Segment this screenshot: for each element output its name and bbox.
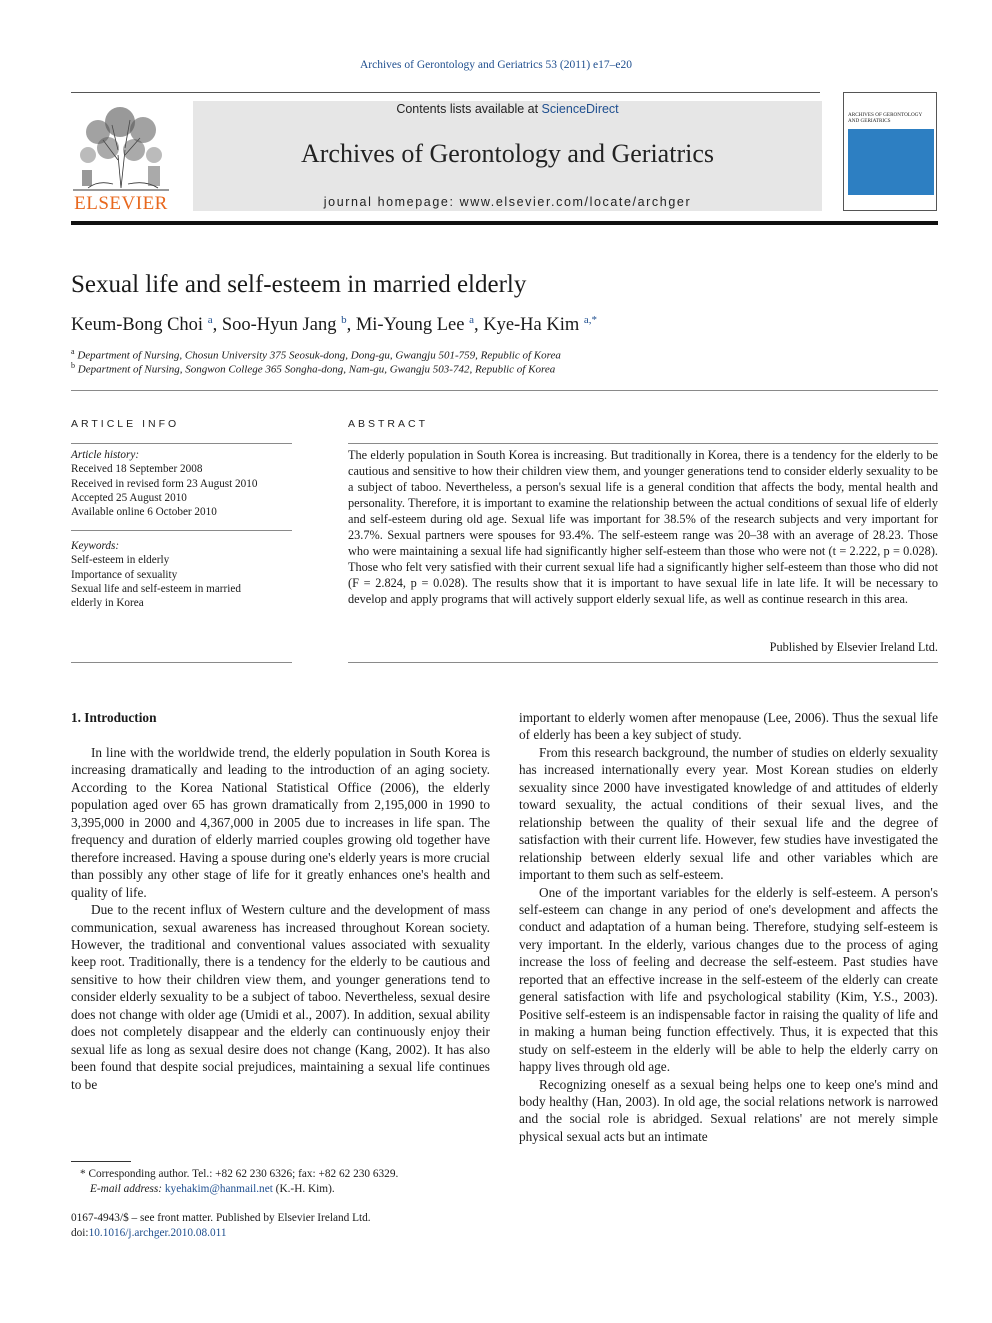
header-rule — [71, 92, 820, 93]
body-paragraph: In line with the worldwide trend, the elderly population in South Korea is increasing dramatically and leading to the introduction of an aging society. According to the Korea National Statistical Office (2006), the elderly population aged over 65 has grown dramatically from 2,195,000 in 1990 to 3,395,000 in 2000 and 4,367,000 in 2005 due to increases in life span. The frequency and duration of elderly married couples growing old together have therefore increased. Having a spouse during one's elderly years is more crucial than possibly any other stage of life for it greatly enhances one's health and quality of life. — [71, 745, 490, 900]
abstract-heading: ABSTRACT — [348, 418, 429, 430]
affiliation-sup: a — [71, 347, 75, 356]
history-item: Available online 6 October 2010 — [71, 506, 217, 519]
history-item: Received in revised form 23 August 2010 — [71, 477, 258, 490]
body-paragraph: From this research background, the number of studies on elderly sexuality has increased internationally every year. Most Korean studies on elderly sexuality since 2000 have investigated knowledge of and attitudes of elderly toward sexuality, the actual conditions of their sexual lives, and the relationship between the quality of their sexual life and the degree of satisfaction with their current life. However, few studies have investigated the relationship between elderly sexual life and other variables which are important to them such as self-esteem. — [519, 744, 938, 883]
author-list: Keum-Bong Choi $^a$, Soo-Hyun Jang $^b$, Mi-Young Lee $^a$, Kye-Ha Kim $^{a,*}$ — [71, 314, 598, 336]
history-heading: Article history: — [71, 449, 140, 461]
abstract-bottom-rule — [348, 662, 938, 663]
footnote-rule — [71, 1161, 131, 1162]
email-label: E-mail address: — [90, 1183, 163, 1195]
author-sup[interactable]: a — [469, 314, 474, 326]
body-paragraph: Recognizing oneself as a sexual being helps one to keep one's mind and body healthy (Han, 2003). In old age, the social relations network is narrowed and the social role is abridged. Sexual relations' are not merely simple physical sexual acts but an intimate — [519, 1076, 938, 1144]
email-line — [90, 1182, 335, 1197]
keywords — [71, 539, 292, 610]
article-title: Sexual life and self-esteem in married elderly — [71, 271, 527, 298]
body-paragraph: Due to the recent influx of Western culture and the development of mass communication, sexual awareness has increased throughout Korean society. However, the traditional and conventional values associated with sexuality keep root. Traditionally, there is a tendency for the elderly to be cautious and sensitive to how their children view them, and younger generations tend to consider elderly sexuality to be a subject of taboo. Nevertheless, sexual desire does not change with older age (Umidi et al., 2007). In addition, sexual ability does not completely disappear and the elderly can continuously enjoy their sexual life as long as sexual desire does not change (Kang, 2002). It has also been found that despite social prejudices, maintaining a sexual life continues to be — [71, 902, 490, 1092]
affiliation — [71, 347, 561, 362]
doi-label: doi: — [71, 1227, 89, 1239]
history-item: Received 18 September 2008 — [71, 463, 203, 476]
published-by: Published by Elsevier Ireland Ltd. — [769, 640, 938, 654]
body-paragraph: One of the important variables for the elderly is self-esteem. A person's self-esteem can change in any period of one's development and affects the conduct and adaptation of a human being. Therefore, studying self-esteem is very important. In the elderly, various changes due to the process of aging increase the loss of feeling and decrease the self-esteem. Past studies have reported that an effective increase in the self-esteem of the elderly can create general satisfaction with life and psychological stability (Kim, Y.S., 2003). Positive self-esteem is an indispensable factor in raising the quality of life and in making a human being function effectively. Thus, it is expected that this study on self-esteem in the elderly will be able to help the elderly carry on happy lives through old age. — [519, 884, 938, 1075]
article-info-rule — [71, 443, 292, 444]
keyword-item: Importance of sexuality — [71, 568, 178, 581]
corresponding-author: * Corresponding author. Tel.: +82 62 230 6326; fax: +82 62 230 6329. — [80, 1168, 399, 1180]
author-sup[interactable]: a,* — [583, 314, 598, 326]
keywords-rule — [71, 530, 292, 531]
journal-cover-icon — [843, 92, 937, 211]
author-name: Keum-Bong Choi — [71, 315, 204, 336]
journal-title: Archives of Gerontology and Geriatrics — [301, 139, 714, 168]
keyword-item: Self-esteem in elderly — [71, 554, 170, 567]
affiliation-text: Department of Nursing, Chosun University 375 Seosuk-dong, Dong-gu, Gwangju 501-759, Republic of Korea — [77, 349, 561, 362]
cover-image — [848, 129, 934, 195]
author-name: Mi-Young Lee — [355, 315, 465, 336]
affiliation — [71, 361, 555, 376]
author-sup[interactable]: b — [341, 314, 347, 326]
author-name: Kye-Ha Kim — [483, 315, 580, 336]
abstract-text: The elderly population in South Korea is increasing. But traditionally in Korea, there is a tendency for the elderly to be cautious and sensitive to how their children view them, and younger generations tend to consider elderly sexuality to be a subject of taboo. Nevertheless, a person's sexual life is a general condition that affects the body, mental health and personality. Therefore, it is important to examine the relationship between the actual conditions of sexual life of elderly and self-esteem during old age. Sexual life was important for 38.5% of the research subjects and very important for 23.7%. Sexual partners were spouses for 93.4%. The self-esteem range was 20–38 with an average of 28.23. Those who were maintaining a sexual life had significantly higher self-esteem than those who were not (t = 2.222, p = 0.028). Those who felt very satisfied with their current sexual life had a significantly higher self-esteem than those who did not (F = 2.824, p = 0.028). The results show that it is important to have sexual life in late life. It will be necessary to develop and apply programs that will actively support elderly sexual life, as well as continue research in this area. — [348, 448, 938, 606]
email-link[interactable]: kyehakim@hanmail.net — [164, 1183, 273, 1195]
journal-homepage[interactable]: journal homepage: www.elsevier.com/locate/archger — [323, 195, 692, 209]
author-sup[interactable]: a — [207, 314, 213, 326]
left-column — [71, 744, 490, 1093]
affiliation-sup: b — [71, 361, 75, 370]
right-column — [519, 709, 938, 1145]
abstract-rule — [348, 443, 938, 444]
email-suffix: (K.-H. Kim). — [272, 1183, 335, 1195]
history-item: Accepted 25 August 2010 — [71, 491, 187, 504]
cover-title: ARCHIVES OF GERONTOLOGY AND GERIATRICS — [848, 112, 923, 124]
elsevier-wordmark: ELSEVIER — [74, 193, 168, 214]
article-info-bottom-rule — [71, 662, 292, 663]
body-paragraph: important to elderly women after menopause (Lee, 2006). Thus the sexual life of elderly has been a key subject of study. — [519, 710, 938, 743]
journal-reference[interactable]: Archives of Gerontology and Geriatrics 53 (2011) e17–e20 — [360, 59, 632, 71]
keyword-item: elderly in Korea — [71, 597, 144, 610]
doi-link[interactable]: 10.1016/j.archger.2010.08.011 — [88, 1227, 227, 1239]
issn-line: 0167-4943/$ – see front matter. Published by Elsevier Ireland Ltd. — [71, 1212, 371, 1224]
article-info-heading: ARTICLE INFO — [71, 418, 180, 430]
contents-line — [193, 102, 822, 116]
author-name: Soo-Hyun Jang — [221, 315, 337, 336]
section-heading: 1. Introduction — [71, 710, 157, 725]
contents-prefix: Contents lists available at — [396, 102, 542, 116]
title-divider — [71, 390, 938, 391]
article-history — [71, 448, 292, 519]
sciencedirect-link[interactable]: ScienceDirect — [541, 102, 619, 116]
doi-line — [71, 1226, 227, 1241]
header-divider — [71, 221, 938, 225]
keyword-item: Sexual life and self-esteem in married — [71, 582, 241, 595]
keywords-heading: Keywords: — [71, 540, 120, 552]
affiliation-text: Department of Nursing, Songwon College 365 Songha-dong, Nam-gu, Gwangju 503-742, Republic of Korea — [77, 363, 556, 376]
